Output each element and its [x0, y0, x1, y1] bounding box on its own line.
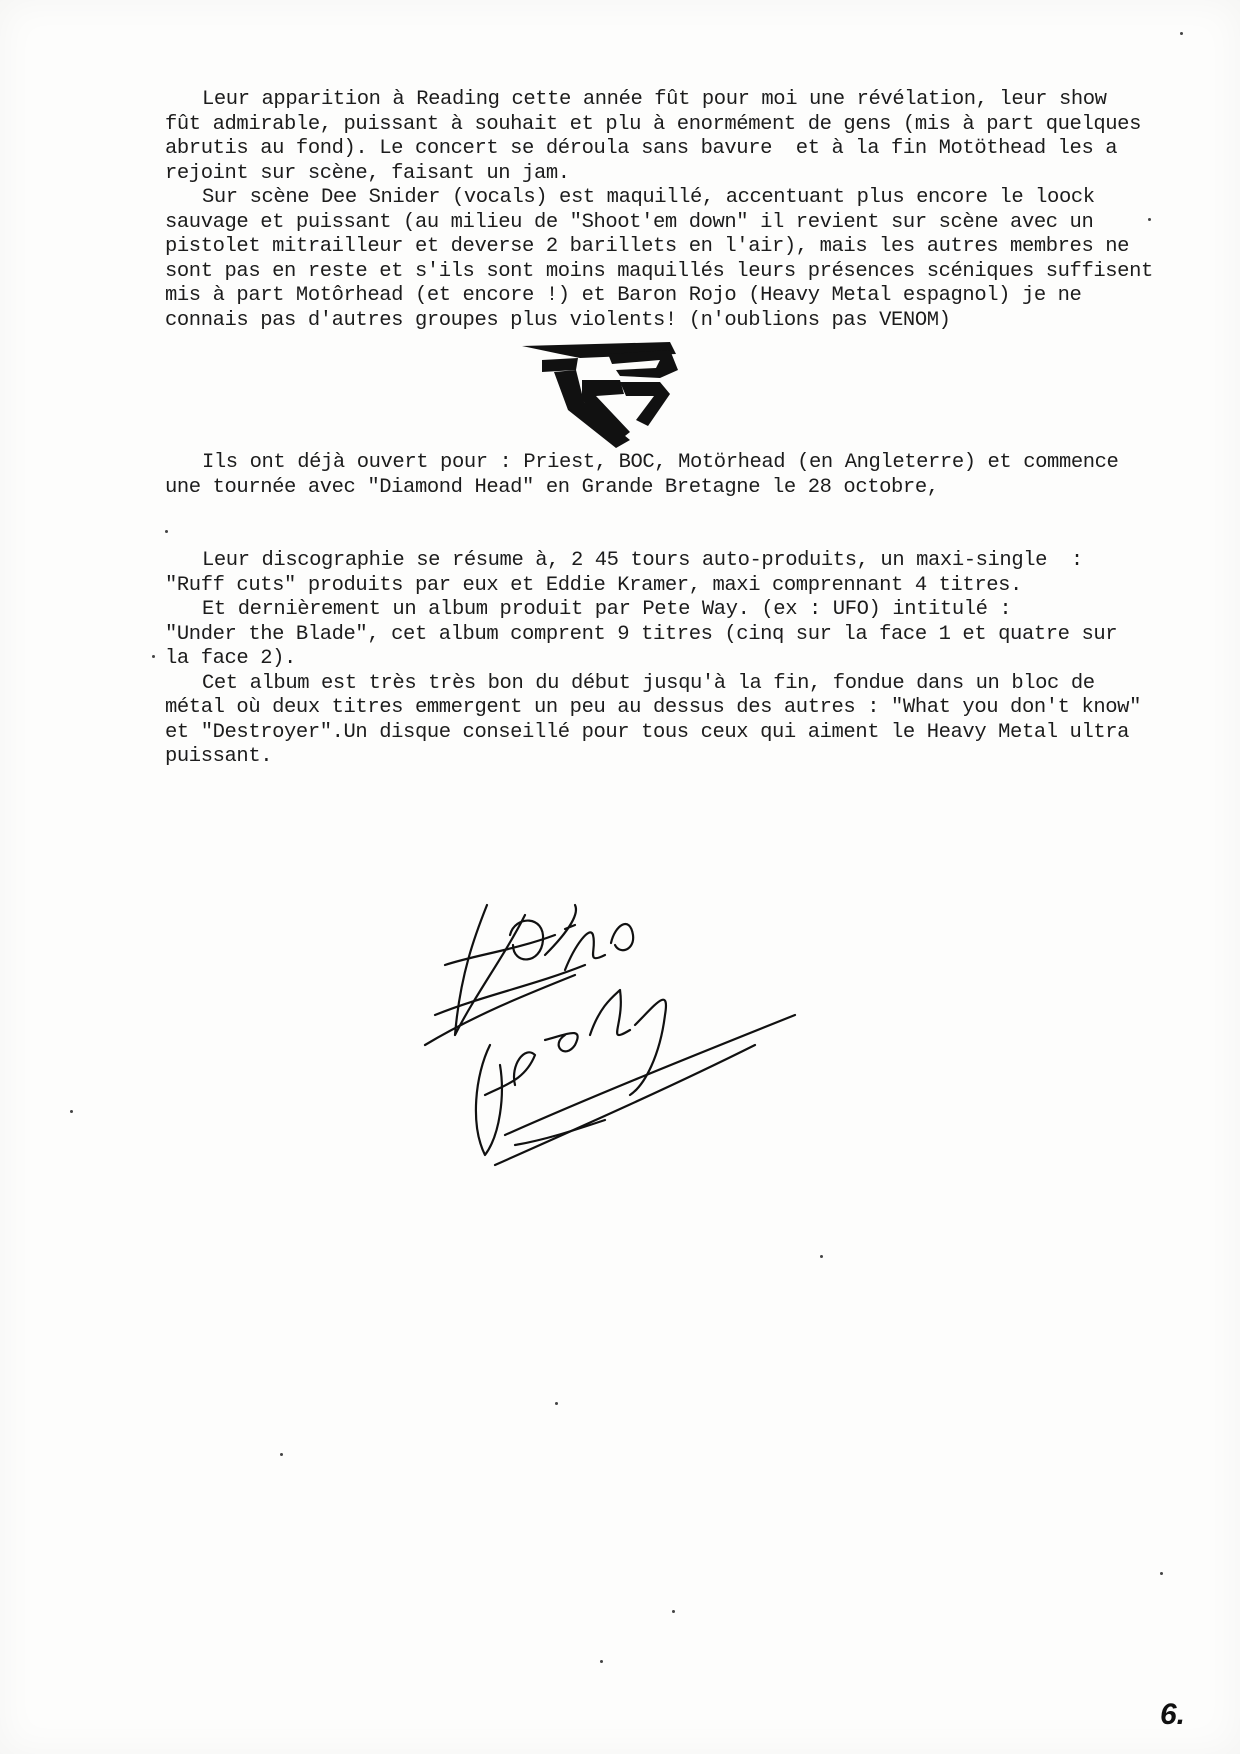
scan-speck [820, 1255, 823, 1258]
text-line: connais pas d'autres groupes plus violents! (n'oublions pas VENOM) [165, 308, 951, 332]
text-line: Et dernièrement un album produit par Pete Way. (ex : UFO) intitulé : [202, 598, 1012, 621]
scan-speck [165, 530, 168, 533]
text-line: fût admirable, puissant à souhait et plu à enormément de gens (mis à part quelques [165, 112, 1141, 136]
text-line: une tournée avec "Diamond Head" en Grande Bretagne le 28 octobre, [165, 475, 939, 499]
text-line: abrutis au fond). Le concert se déroula sans bavure et à la fin Motöthead les a [165, 137, 1118, 160]
paragraph-reading-concert [165, 88, 1205, 333]
twisted-sister-logo [520, 340, 680, 450]
scan-speck [1148, 218, 1151, 221]
text-line: Cet album est très très bon du début jusqu'à la fin, fondue dans un bloc de [202, 671, 1095, 695]
text-line: Ils ont déjà ouvert pour : Priest, BOC, Motörhead (en Angleterre) et commence [202, 451, 1119, 474]
text-line: sont pas en reste et s'ils sont moins maquillés leurs présences scéniques suffisent [165, 259, 1153, 283]
page-number: 6. [1160, 1698, 1186, 1731]
paragraph-discography [165, 549, 1205, 770]
scan-speck [555, 1402, 558, 1405]
text-line: sauvage et puissant (au milieu de "Shoot'em down" il revient sur scène avec un [165, 210, 1094, 234]
scan-speck [70, 1110, 73, 1113]
scan-speck [672, 1610, 675, 1613]
text-line: métal où deux titres emmergent un peu au dessus des autres : "What you don't know" [165, 696, 1141, 719]
text-line: pistolet mitrailleur et deverse 2 barillets en l'air), mais les autres membres ne [165, 235, 1130, 258]
scan-speck [1160, 1572, 1163, 1575]
scan-speck [1180, 32, 1183, 35]
paragraph-tour [165, 451, 1205, 500]
text-line: et "Destroyer".Un disque conseillé pour tous ceux qui aiment le Heavy Metal ultra [165, 720, 1130, 744]
text-line: mis à part Motôrhead (et encore !) et Baron Rojo (Heavy Metal espagnol) je ne [165, 284, 1082, 307]
signature-eddie-ojeda [415, 895, 835, 1200]
text-line: Leur apparition à Reading cette année fût pour moi une révélation, leur show [202, 88, 1107, 111]
scan-speck [280, 1453, 283, 1456]
text-line: rejoint sur scène, faisant un jam. [165, 161, 570, 185]
text-line: "Under the Blade", cet album comprent 9 titres (cinq sur la face 1 et quatre sur [165, 622, 1118, 646]
scan-speck [600, 1660, 603, 1663]
text-line: Sur scène Dee Snider (vocals) est maquillé, accentuant plus encore le loock [202, 186, 1095, 209]
text-line: la face 2). [165, 647, 296, 670]
text-line: Leur discographie se résume à, 2 45 tours auto-produits, un maxi-single : [202, 549, 1083, 572]
scan-speck [152, 655, 155, 658]
text-line: puissant. [165, 745, 273, 768]
text-line: "Ruff cuts" produits par eux et Eddie Kramer, maxi comprennant 4 titres. [165, 573, 1022, 597]
